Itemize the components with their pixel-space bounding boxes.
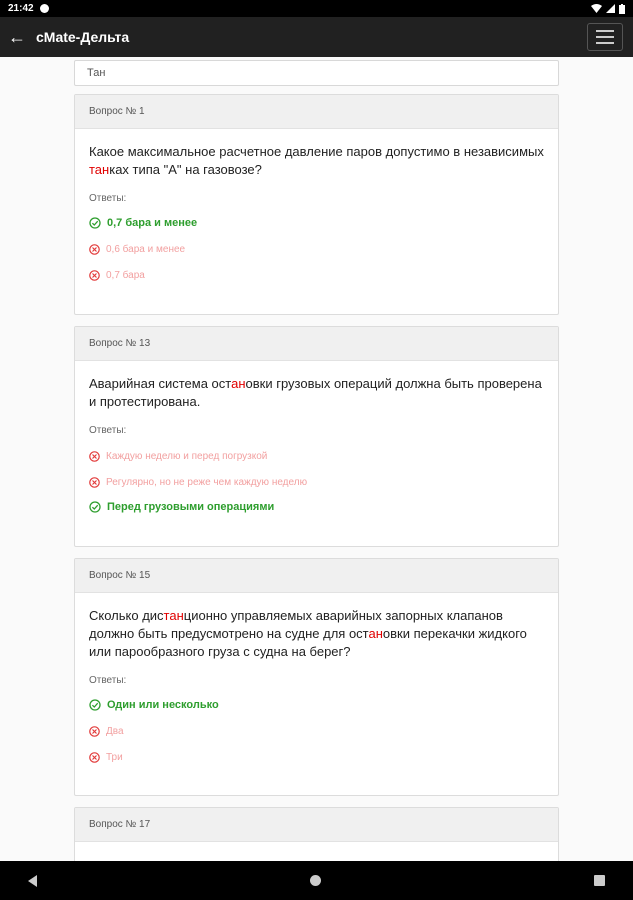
wrong-cross-icon xyxy=(89,726,103,737)
search-input[interactable] xyxy=(74,60,559,86)
notification-icon xyxy=(40,4,49,13)
answer-item: 0,7 бара xyxy=(89,270,544,281)
answer-item: Один или несколько xyxy=(89,699,544,711)
search-highlight: ан xyxy=(231,376,246,391)
question-text: Какое максимальное расчетное давление паров допустимо в независимых танках типа "А" на газовозе? xyxy=(89,144,544,177)
results-scroll-area[interactable] xyxy=(0,57,633,861)
battery-icon xyxy=(619,4,625,14)
answer-item: Три xyxy=(89,752,544,763)
question-text: Аварийная система остановки грузовых операций должна быть проверена и протестирована. xyxy=(89,376,542,409)
hamburger-line xyxy=(596,30,614,32)
question-card xyxy=(74,326,559,547)
question-number: Вопрос № 13 xyxy=(75,327,558,361)
status-time: 21:42 xyxy=(8,3,34,14)
question-number: Вопрос № 17 xyxy=(75,808,558,842)
wrong-cross-icon xyxy=(89,477,103,488)
hamburger-line xyxy=(596,42,614,44)
search-highlight: ан xyxy=(368,626,383,641)
answers-label: Ответы: xyxy=(89,675,127,686)
correct-check-icon xyxy=(89,501,104,513)
question-card xyxy=(74,807,559,861)
hamburger-menu-button[interactable] xyxy=(587,23,623,51)
system-nav-bar xyxy=(0,861,633,900)
question-text: Сколько дистанционно управляемых аварийных запорных клапанов должно быть предусмотрено на судне для остановки перекачки жидкого или парообразного груза с судна на берег? xyxy=(89,608,527,659)
question-number: Вопрос № 15 xyxy=(75,559,558,593)
answer-item: Перед грузовыми операциями xyxy=(89,501,544,513)
app-title: cMate-Дельта xyxy=(36,29,130,45)
answer-item: Каждую неделю и перед погрузкой xyxy=(89,451,544,462)
nav-recents-icon[interactable] xyxy=(594,875,605,886)
correct-check-icon xyxy=(89,217,104,229)
answers-label: Ответы: xyxy=(89,193,127,204)
signal-icon xyxy=(606,4,615,13)
status-icons xyxy=(591,4,625,14)
wrong-cross-icon xyxy=(89,244,103,255)
app-bar xyxy=(0,17,633,57)
question-number: Вопрос № 1 xyxy=(75,95,558,129)
nav-home-icon[interactable] xyxy=(310,875,321,886)
wrong-cross-icon xyxy=(89,270,103,281)
correct-check-icon xyxy=(89,699,104,711)
answer-item: Два xyxy=(89,726,544,737)
nav-back-icon[interactable] xyxy=(28,875,37,887)
status-bar xyxy=(0,0,633,17)
wrong-cross-icon xyxy=(89,752,103,763)
answer-item: 0,6 бара и менее xyxy=(89,244,544,255)
wrong-cross-icon xyxy=(89,451,103,462)
hamburger-line xyxy=(596,36,614,38)
search-highlight: тан xyxy=(89,162,110,177)
back-arrow-icon[interactable]: ← xyxy=(8,26,26,47)
question-card xyxy=(74,558,559,796)
wifi-icon xyxy=(591,4,602,13)
answers-label: Ответы: xyxy=(89,425,127,436)
question-card xyxy=(74,94,559,315)
search-highlight: тан xyxy=(163,608,184,623)
answer-item: Регулярно, но не реже чем каждую неделю xyxy=(89,477,544,488)
answer-item: 0,7 бара и менее xyxy=(89,217,544,229)
